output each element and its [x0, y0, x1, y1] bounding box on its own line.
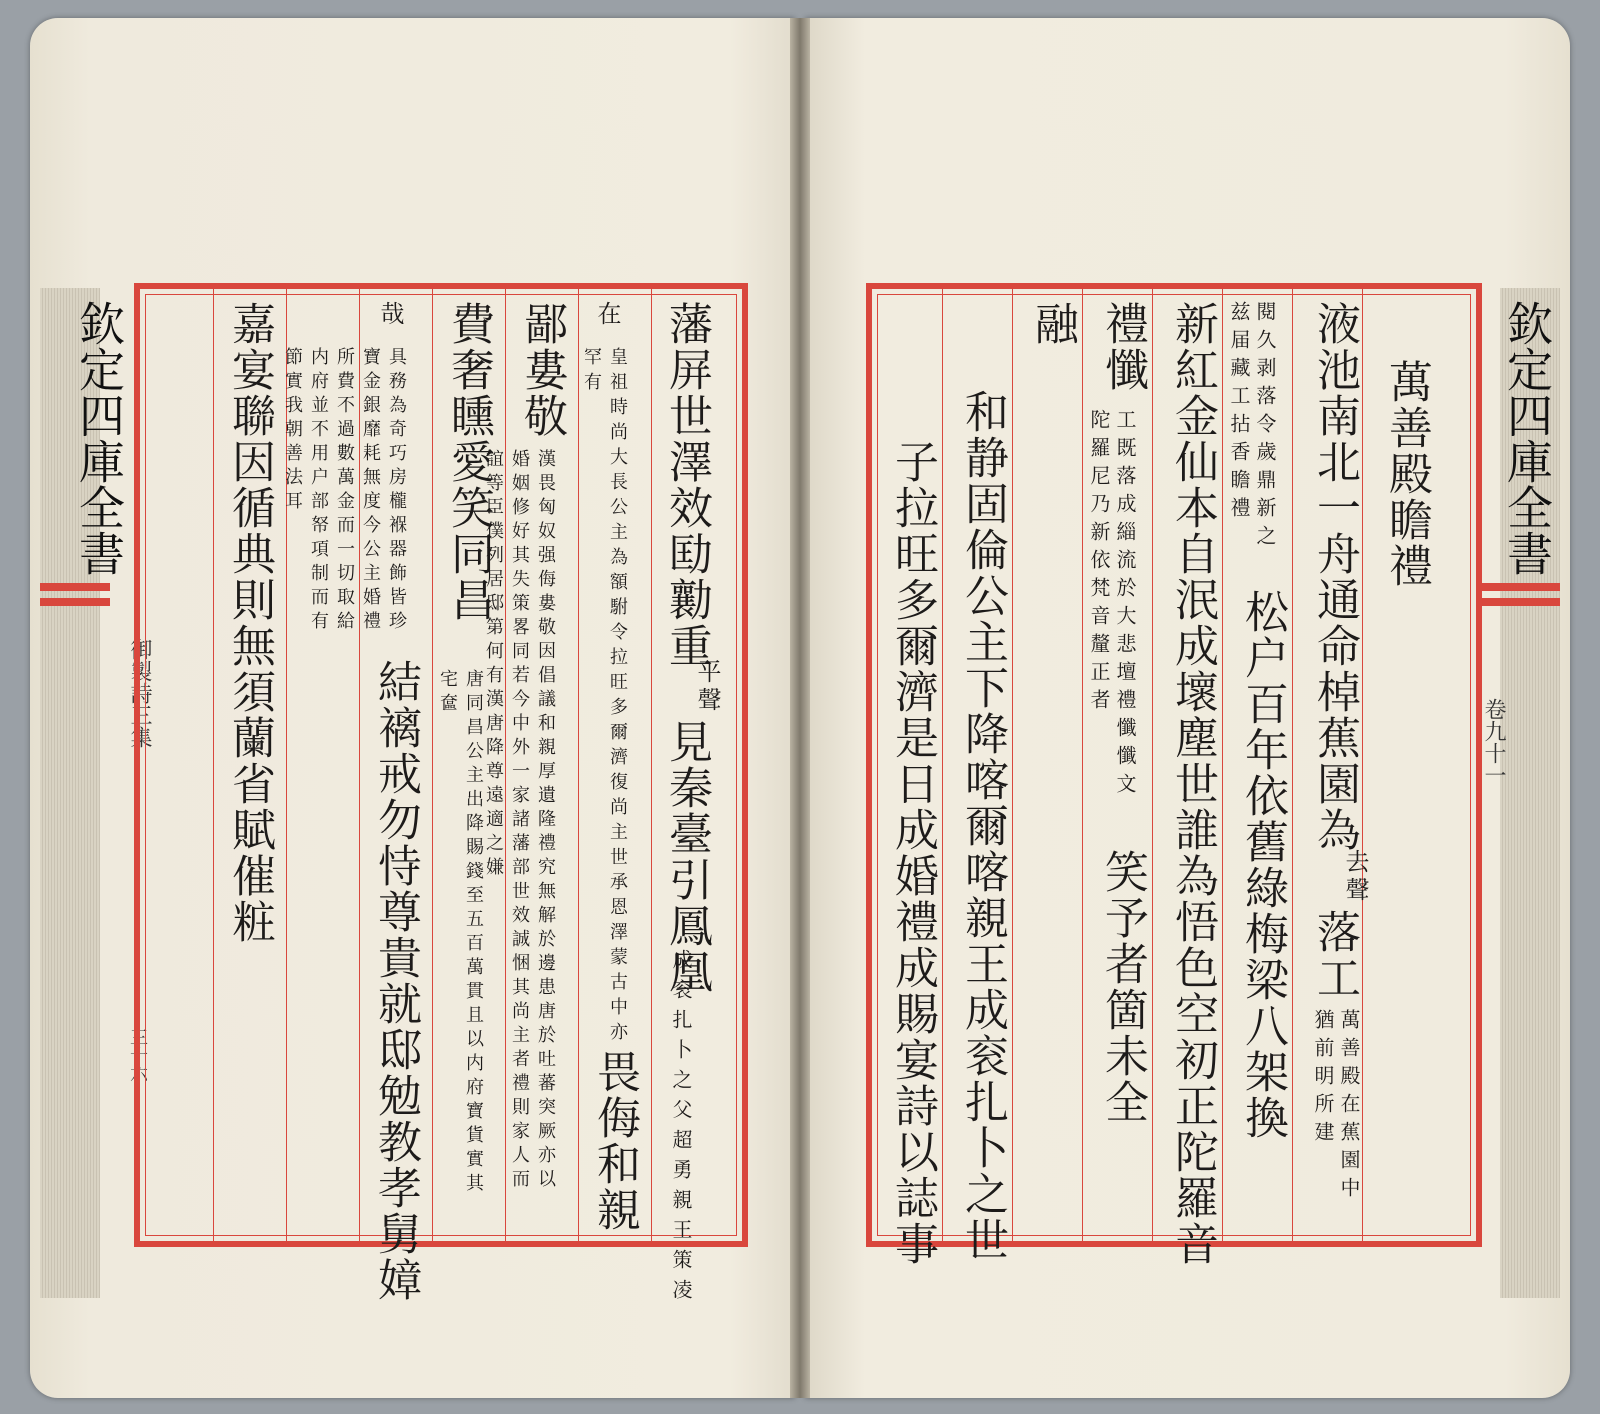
col-line	[1292, 289, 1293, 1241]
left-col-4-note: 唐同昌公主出降賜錢至五百萬貫且以内府寶貨實其宅奩	[437, 669, 484, 1197]
right-spine-title: 欽定四庫全書	[1500, 300, 1554, 576]
left-red-band-2	[40, 598, 110, 606]
col-line	[1082, 289, 1083, 1241]
left-col-2-note-c: 在	[593, 301, 621, 343]
right-col-2-main: 液池南北一舟通命棹蕉園為	[1309, 301, 1360, 853]
left-red-band	[40, 583, 110, 591]
right-col-7-main: 和静固倫公主下降喀爾喀親王成衮扎卜之世	[957, 389, 1008, 1263]
book-gutter	[790, 18, 810, 1398]
open-book	[30, 18, 1570, 1398]
col-line	[578, 289, 579, 1241]
left-page-number: 三十六	[127, 1028, 148, 1082]
right-col-1-title: 萬善殿瞻禮	[1381, 359, 1432, 589]
col-line	[1222, 289, 1223, 1241]
col-line	[1012, 289, 1013, 1241]
left-col-3-note: 漢畏匈奴强侮婁敬因倡議和親厚遺隆禮究無解於邊患唐於吐蕃突厥亦以婚姻修好其失策畧同若今中外一家諸藩部世效誠悃其尚主者禮則家人而誼等臣僕列居邸第何有漢唐降尊遠適之嫌	[483, 449, 556, 1193]
right-col-2-main-2: 落工	[1309, 909, 1360, 1001]
left-col-2-main: 畏侮和親	[589, 1049, 640, 1233]
right-col-5-main-2: 笑予者箇未全	[1097, 849, 1148, 1125]
left-col-6-main: 嘉宴聯因循典則無須蘭省賦催粧	[224, 301, 275, 945]
col-line	[432, 289, 433, 1241]
col-line	[651, 289, 652, 1241]
right-col-6-main: 融	[1027, 301, 1078, 347]
col-line	[1362, 289, 1363, 1241]
left-col-1-note-b: 成衮扎卜之父超勇親王策凌	[669, 949, 693, 1309]
right-col-8-main: 子拉旺多爾濟是日成婚禮成賜宴詩以誌事	[887, 439, 938, 1267]
left-text-frame	[134, 283, 748, 1309]
right-col-5-note: 工既落成緇流於大悲壇禮懺懺文陀羅尼乃新依梵音釐正者	[1087, 409, 1137, 801]
right-col-3-main: 松户百年依舊綠梅梁八架換	[1237, 589, 1288, 1141]
left-col-1-note-a: 平聲	[693, 659, 721, 715]
right-red-band	[1480, 583, 1560, 591]
right-col-4-main: 新紅金仙本自泯成壞塵世誰為悟色空初正陀羅音	[1167, 301, 1218, 1267]
right-col-2-note-a: 去聲	[1341, 849, 1369, 905]
left-col-4-main: 費奢矄愛笑同昌	[443, 301, 494, 623]
right-red-band-2	[1480, 598, 1560, 606]
left-col-2-note: 皇祖時尚大長公主為額駙令拉旺多爾濟復尚主世承恩澤蒙古中亦罕有	[581, 347, 628, 1047]
left-margin-label: 御製詩三集	[127, 638, 152, 748]
right-col-5-main: 禮懺	[1097, 301, 1148, 393]
right-margin-label: 卷九十一	[1481, 698, 1506, 786]
right-col-3-note: 閱久剥落令歲鼎新之兹届藏工拈香瞻禮	[1227, 301, 1277, 553]
left-col-5-note-c: 哉	[376, 301, 404, 343]
left-col-1-main: 藩屏世澤效劻勷重	[661, 301, 712, 669]
right-text-frame	[866, 283, 1482, 1267]
col-line	[213, 289, 214, 1241]
left-spine-title: 欽定四庫全書	[72, 300, 126, 576]
left-col-3-main: 鄙婁敬	[516, 301, 567, 439]
col-line	[1152, 289, 1153, 1241]
left-col-5-main: 結褵戒勿恃尊貴就邸勉教孝舅嫜	[370, 659, 421, 1303]
left-col-1-main-2: 見秦臺引鳳凰	[661, 719, 712, 995]
left-col-5-note: 具務為奇巧房櫳褓器飾皆珍寶金銀靡耗無度今公主婚禮所費不過數萬金而一切取給内府並不用户部帑項制而有節實我朝善法耳	[282, 347, 407, 635]
col-line	[942, 289, 943, 1241]
right-col-2-note-b: 萬善殿在蕉園中猶前明所建	[1311, 1009, 1361, 1205]
